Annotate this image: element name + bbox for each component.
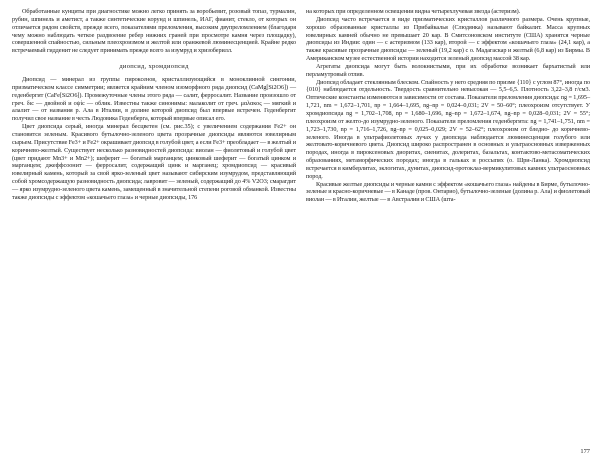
intro-paragraph: Обработанные кунциты при диагностике можно легко принять за воробьевит, розовый топаз, турмалин, рубин, шпинель и аметист, а также синтетические корунд и шпинель, ИАГ, фианит, стекло, от которых он отличается рядом свойств, прежде всего, показателями преломления, высоким двупреломлением (благодаря чему можно наблюдать четкое раздвоение ребер нижних граней при просмотре камня через площадку), совершенной спайностью, сильным плеохроизмом и желтой или оранжевой люминесценцией. Крайне редко встречаемый гидденит не следует принимать прежде всего за изумруд и хризоберилл. xyxy=(12,8,296,55)
spacer xyxy=(12,55,296,63)
page-number: 177 xyxy=(580,448,590,455)
body-paragraph: Агрегаты диопсида могут быть волокнистыми, при их обработке возникает бархатистый или перламутровый отлив. xyxy=(306,62,590,78)
body-paragraph: Диопсид обладает стеклянным блеском. Спайность у него средняя по призме {110} с углом 87°, иногда по {010} наблюдается отдельность. Твердость сравнительно невысокая — 5,5–6,5. Плотность 3,22–3,8 г/см3. Оптические константы изменяются в зависимости от состава. Показатели преломления диопсида: ng = 1,695–1,721, nm = 1,672–1,701, np = 1,664–1,695, ng–np = 0,024–0,031; 2V = 50–60°; плеохроизм отсутствует. У хромдиопсида ng = 1,702–1,708, np = 1,680–1,696, ng–np = 1,672–1,674, ng–np = 0,028–0,031; 2V = 55°; плеохроизм от желто-до изумрудно-зеленого. Показатели преломления геденбергита: ng = 1,741–1,751, nm = 1,723–1,730, np = 1,716–1,726, ng–np = 0,025–0,029; 2V = 52–62°; плеохроизм от бледно- до коричнево-зеленого. Иногда в ультрафиолетовых лучах у диопсида наблюдается люминесценция голубого или желтовато-коричневого цвета. Диопсид широко распространен в основных и ультраосновных изверженных породах, иногда в пироксеновых диоритах, сиенитах, долеритах, базальтах, контактово-метасоматических образованиях, метаморфических породах; иногда в гальках и россыпях (о. Шри-Ланка). Хромдиопсид встречается в кимберлитах, эклогитах, дунитах, диопсид-оротоклаз-вермикулитовых камнях ультраосновных пород. xyxy=(306,78,590,180)
left-page xyxy=(12,8,296,461)
body-paragraph: на которых при определенном освещении видна четырехлучевая звезда (астеризм). xyxy=(306,8,521,15)
right-page xyxy=(306,8,590,461)
body-paragraph: Диопсид часто встречается в виде призматических кристаллов различного размера. Очень крупные, хорошо образованные кристаллы из Прибайкалья (Слюдянка) называют байкалит. Масса крупных ювелирных камней обычно не превышает 20 кар. В Смитсоновском институте (США) хранятся черные диопсиды из Индии: один — с астеризмом (133 кар), второй — с эффектом «кошачьего глаза» (24,1 кар), а также красивые прозрачные диопсиды — зеленый (19,2 кар) с о. Мадагаскар и желтый (6,8 кар) из Бирмы. В Американском музее естественной истории находится зеленый диопсид массой 38 кар. xyxy=(306,15,590,63)
body-paragraph: Красивые желтые диопсиды и черные камни с эффектом «кошачьего глаза» найдены в Бирме, бутылочно-зеленые и красно-коричневые — в Канаде (пров. Онтарио), бутылочно-зеленые (долина р. Ала) и фиолетовый виолан — в Италии, желтые — в Австралии и США (шта- xyxy=(306,180,590,204)
section-heading: диопсид, хромдиопсид xyxy=(119,63,189,71)
body-paragraph: Диопсид — минерал из группы пироксенов, кристаллизующийся в моноклинной сингонии, призматическом классе симметрии; является крайним членом изоморфного ряда диопсид (CaMg[Si2O6]) — геденбергит (CaFe[Si2O6]). Промежуточные члены этого ряда — салит, ферросалит. Название произошло от греч. διc — двойной и οψίc — облик. Известны также синонимы: малаколит от греч. μαλακος — мягкий и алалит — от названия р. Ала в Италии, в долине которой диопсид был впервые встречен. Геденбергит получил свое название в честь Людовика Геденберга, который впервые описал его. xyxy=(12,76,296,123)
body-paragraph: Цвет диопсида серый, иногда минерал бесцветен (см. рис.35); с увеличением содержания Fe2+ он становится зеленым. Красивого бутылочно-зеленого цвета прозрачные диопсиды являются ювелирным сырьем. Присутствие Fe3+ и Fe2+ окрашивает диопсид в голубой цвет, а если Fe3+ преобладает — в желтый и коричнево-желтый. Существует несколько разновидностей диопсида: виолан — фиолетовый и голубой цвет (цвет придают Mn3+ и Mn2+); шеферит — богатый марганцем; цинковый шеферит — богатый цинком и марганцем; джеффсоонит — ферросалит, содержащий цинк и марганец; хромдиопсид — красивый ювелирный камень, который за свой ярко-зеленый цвет называют сибирским изумрудом, представляющий собой хромсодержащую разновидность диопсида; лавровит — зеленый, содержащий до 4% V2O3; смарагдит — ярко изумрудно-зеленого цвета камень, замещенный в значительной степени роговой обманкой. Известны также диопсиды с эффектом «кошачьего глаза» и черные диопсиды, 176 xyxy=(12,123,296,201)
